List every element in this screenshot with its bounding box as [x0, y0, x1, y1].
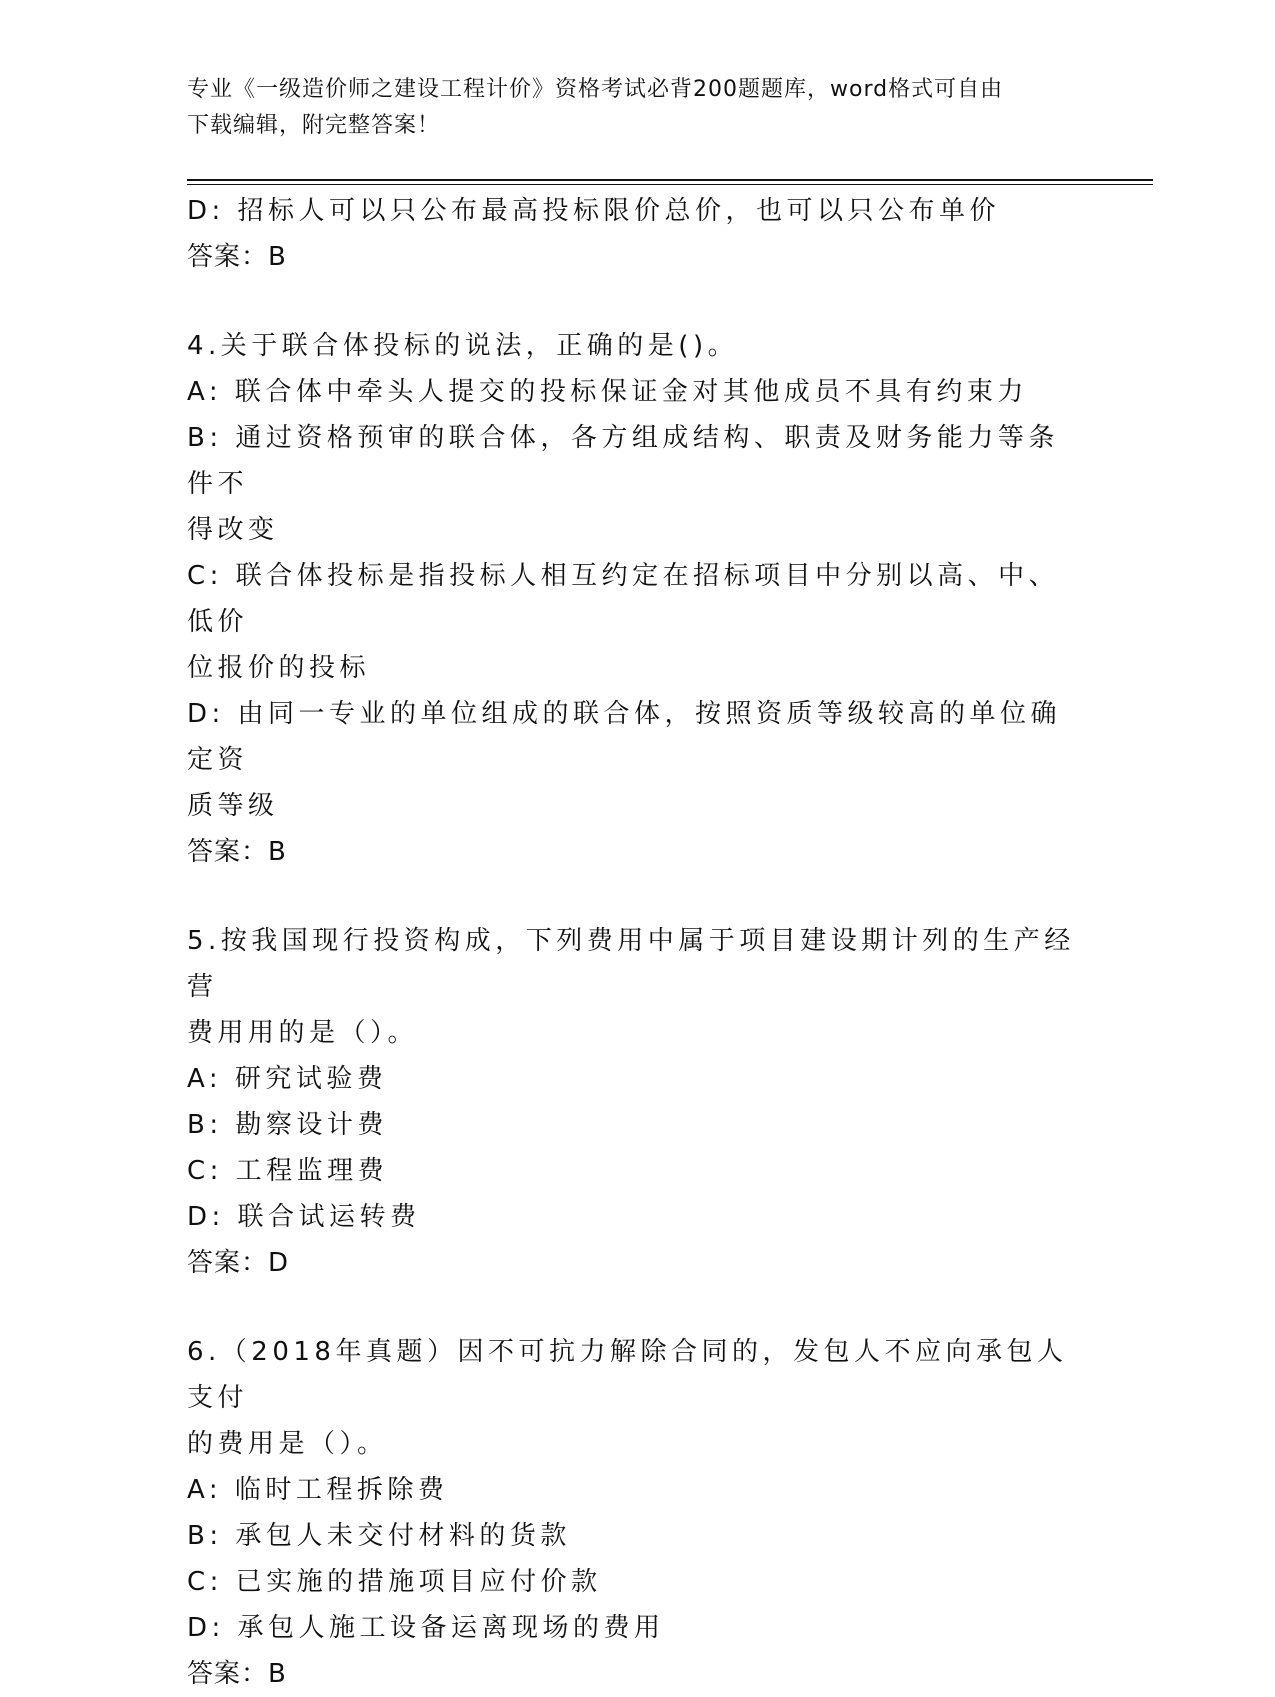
answer: 答案：B: [187, 1659, 287, 1689]
option-a: A: 联合体中牵头人提交的投标保证金对其他成员不具有约束力: [187, 377, 1028, 407]
option-b: B: 勘察设计费: [187, 1110, 388, 1140]
option-b: B: 承包人未交付材料的货款: [187, 1521, 571, 1551]
option-a: A: 研究试验费: [187, 1064, 388, 1094]
answer: 答案：B: [187, 242, 287, 272]
option-a: A: 临时工程拆除费: [187, 1475, 449, 1505]
option-d-continued: 质等级: [187, 791, 279, 821]
page-header: [187, 72, 1087, 144]
question-3-tail: [187, 188, 1087, 280]
header-line-2: 下载编辑，附完整答案！: [187, 113, 441, 138]
answer: 答案：B: [187, 837, 287, 867]
option-d: D: 联合试运转费: [187, 1202, 421, 1232]
answer: 答案：D: [187, 1248, 290, 1278]
question-5: [187, 918, 1087, 1286]
option-b: B: 通过资格预审的联合体，各方组成结构、职责及财务能力等条件不: [187, 423, 1059, 499]
document-body: [187, 188, 1087, 1697]
question-6: [187, 1329, 1087, 1697]
option-b-continued: 得改变: [187, 515, 279, 545]
header-rule: [187, 179, 1153, 181]
header-line-1: 专业《一级造价师之建设工程计价》资格考试必背200题题库，word格式可自由: [187, 77, 1004, 102]
option-c-continued: 位报价的投标: [187, 653, 371, 683]
question-4: [187, 323, 1087, 875]
option-c: C: 工程监理费: [187, 1156, 389, 1186]
option-c: C: 联合体投标是指投标人相互约定在招标项目中分别以高、中、低价: [187, 561, 1060, 637]
option-c: C: 已实施的措施项目应付价款: [187, 1567, 602, 1597]
option-d: D: 招标人可以只公布最高投标限价总价，也可以只公布单价: [187, 196, 1001, 226]
question-stem: 4.关于联合体投标的说法，正确的是()。: [187, 331, 739, 361]
option-d: D: 由同一专业的单位组成的联合体，按照资质等级较高的单位确定资: [187, 699, 1062, 775]
question-stem: 5.按我国现行投资构成，下列费用中属于项目建设期计列的生产经营: [187, 926, 1075, 1002]
header-rule-secondary: [187, 184, 1153, 185]
question-stem: 6.（2018年真题）因不可抗力解除合同的，发包人不应向承包人支付: [187, 1337, 1068, 1413]
option-d: D: 承包人施工设备运离现场的费用: [187, 1613, 665, 1643]
question-stem-continued: 费用用的是（）。: [187, 1018, 419, 1048]
question-stem-continued: 的费用是（）。: [187, 1429, 388, 1459]
